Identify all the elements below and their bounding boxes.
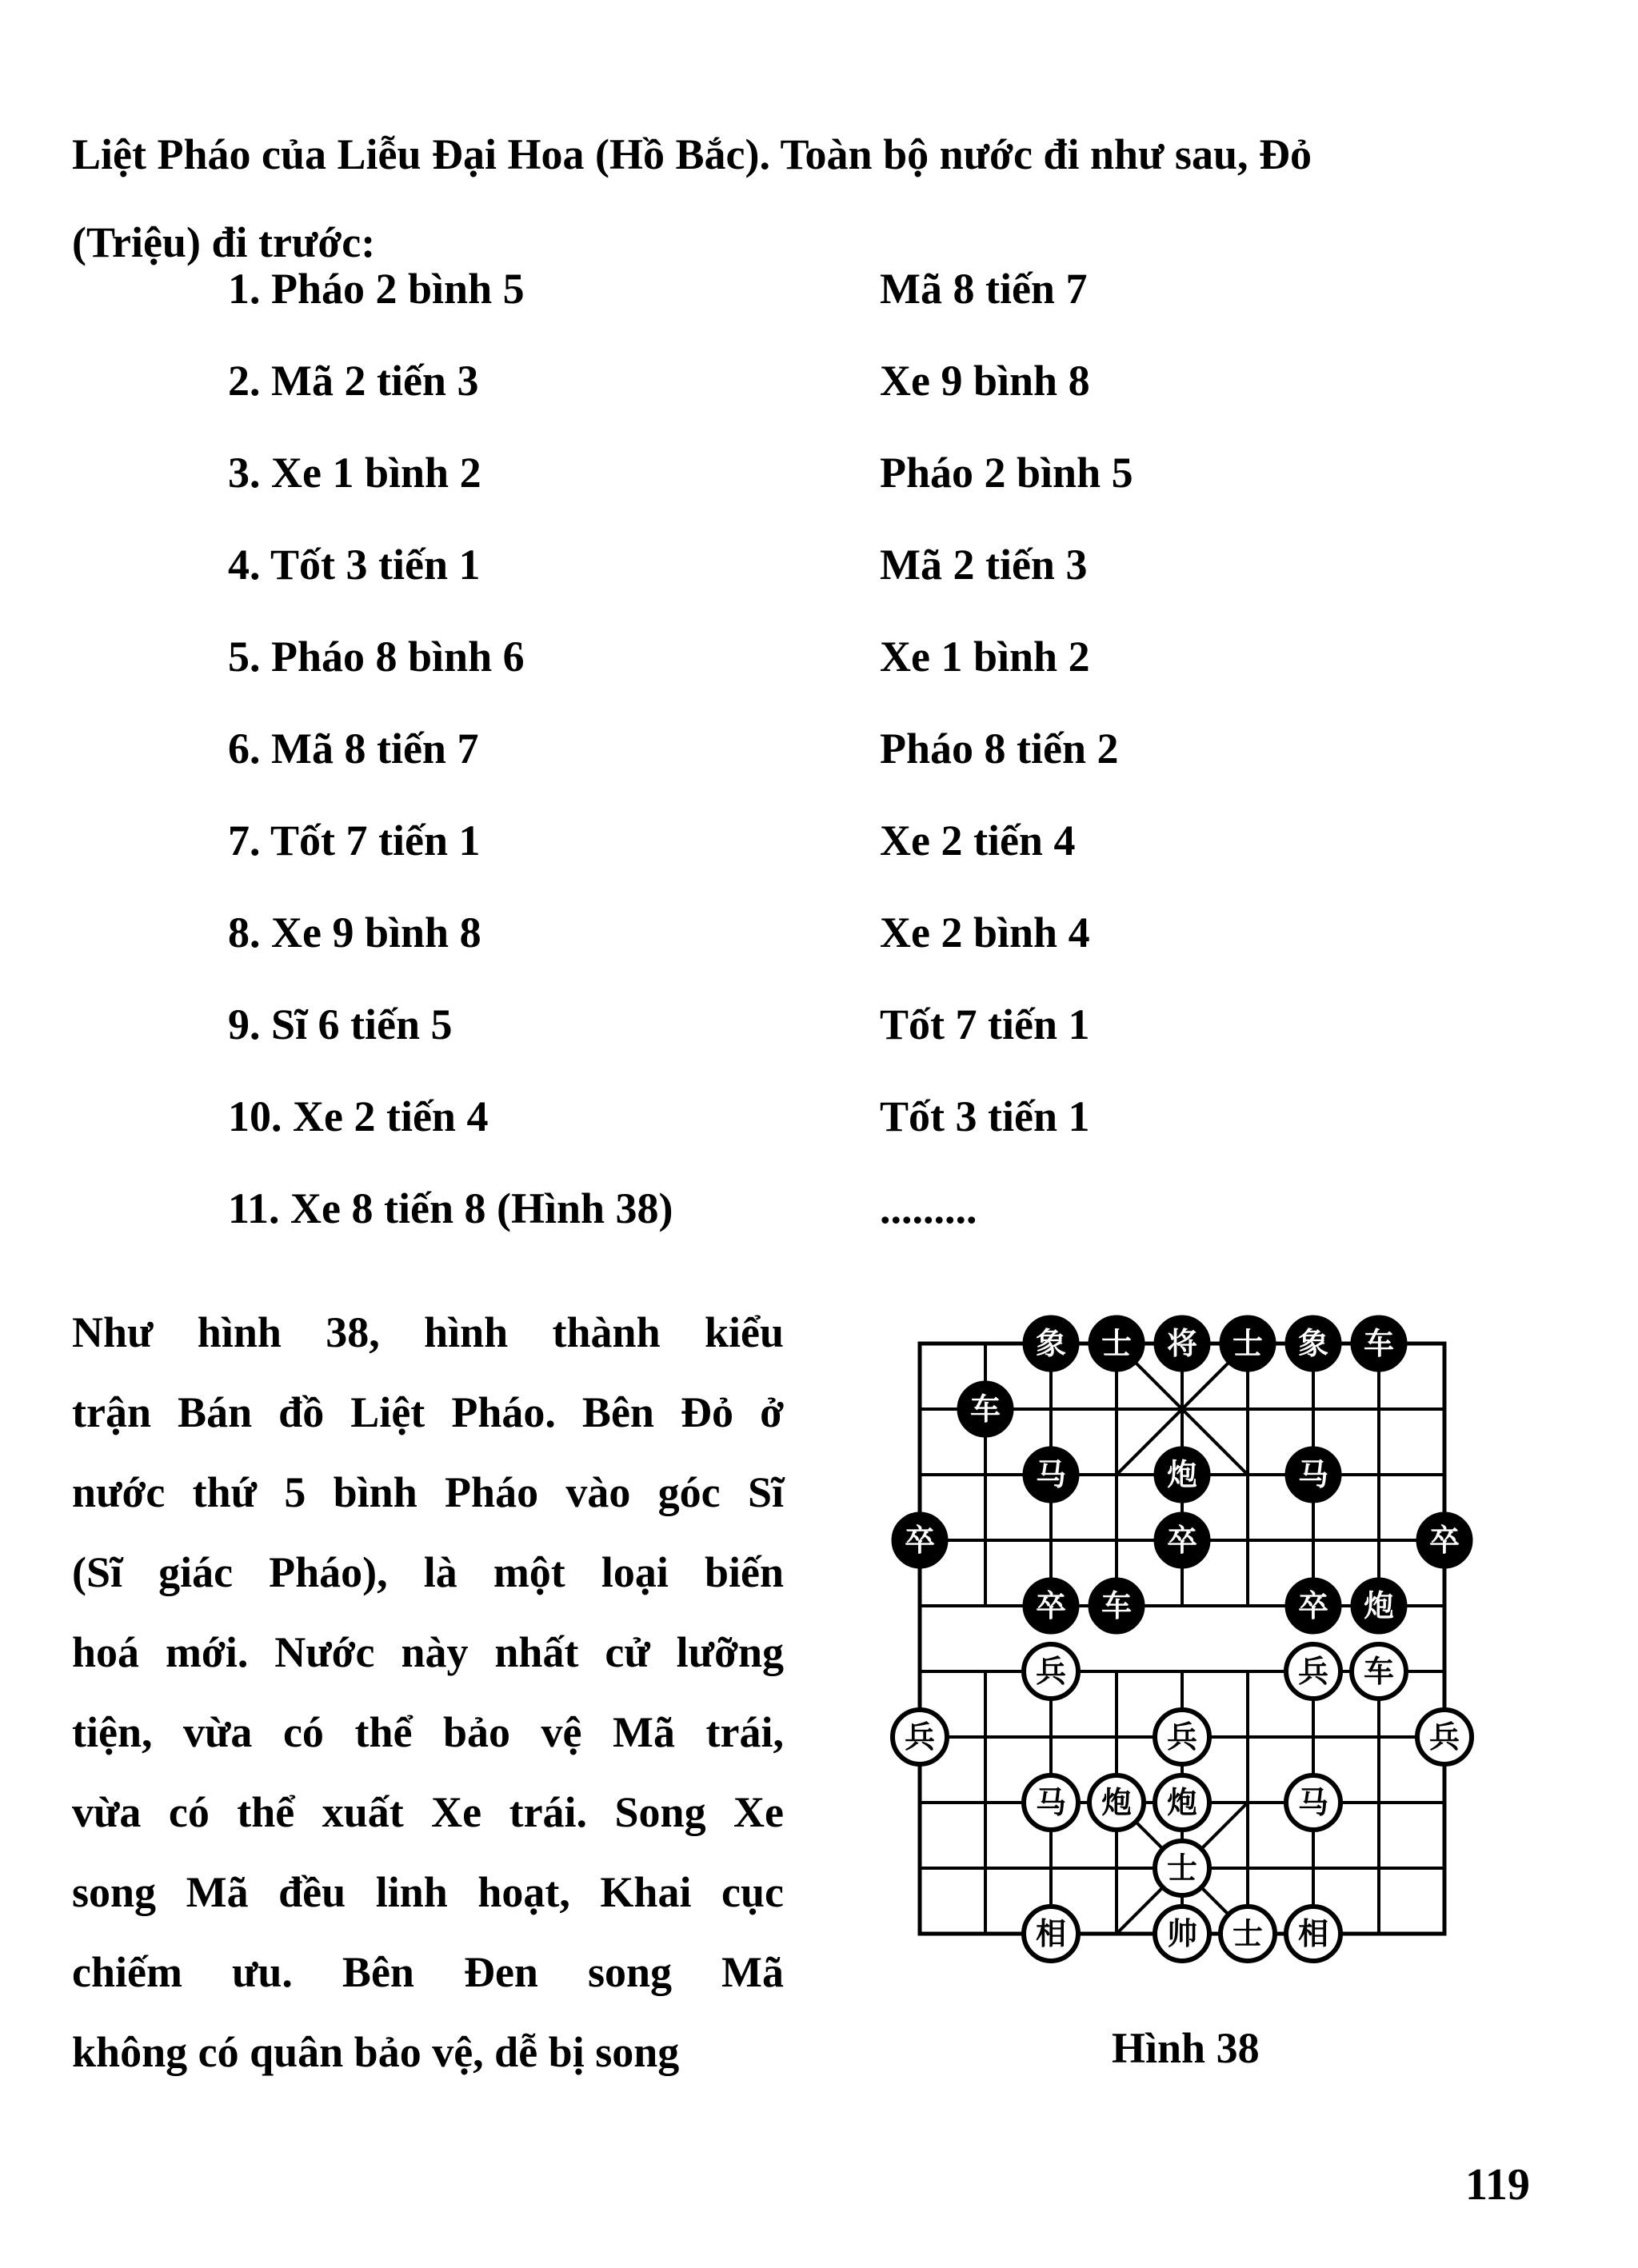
piece-glyph: 兵 — [1166, 1719, 1198, 1755]
black-move: Pháo 2 bình 5 — [880, 449, 1133, 497]
xiangqi-board — [880, 1280, 1520, 1999]
black-piece — [1155, 1447, 1209, 1502]
red-piece — [1221, 1907, 1275, 1961]
red-move: 6. Mã 8 tiến 7 — [228, 725, 479, 773]
red-piece — [1352, 1644, 1406, 1699]
piece-glyph: 车 — [969, 1392, 1001, 1427]
red-piece — [1286, 1775, 1340, 1830]
piece-glyph: 士 — [1232, 1326, 1264, 1361]
piece-glyph: 士 — [1166, 1851, 1198, 1886]
red-piece — [1089, 1775, 1144, 1830]
paragraph-line: Như hình 38, hình thành kiểu — [72, 1308, 784, 1356]
black-piece — [1352, 1579, 1406, 1633]
black-piece — [1089, 1316, 1144, 1371]
red-piece — [1024, 1775, 1078, 1830]
paragraph-line: song Mã đều linh hoạt, Khai cục — [72, 1868, 784, 1916]
piece-glyph: 卒 — [1428, 1523, 1460, 1558]
paragraph-line: nước thứ 5 bình Pháo vào góc Sĩ — [72, 1468, 784, 1516]
piece-glyph: 马 — [1035, 1457, 1067, 1492]
red-move: 5. Pháo 8 bình 6 — [228, 633, 525, 681]
piece-glyph: 卒 — [1166, 1523, 1198, 1558]
black-piece — [1024, 1316, 1078, 1371]
piece-glyph: 卒 — [1297, 1588, 1329, 1623]
piece-glyph: 将 — [1166, 1326, 1198, 1361]
black-move: Mã 2 tiến 3 — [880, 541, 1088, 589]
black-piece — [1417, 1513, 1472, 1567]
piece-glyph: 兵 — [1035, 1654, 1067, 1689]
piece-glyph: 马 — [1297, 1457, 1329, 1492]
intro-line-2: (Triệu) đi trước: — [72, 218, 376, 266]
black-move: ......... — [880, 1184, 977, 1232]
red-move: 7. Tốt 7 tiến 1 — [228, 817, 481, 864]
red-piece — [1155, 1841, 1209, 1895]
black-piece — [958, 1382, 1013, 1436]
intro-line-1: Liệt Pháo của Liễu Đại Hoa (Hồ Bắc). Toàn bộ nước đi như sau, Đỏ — [72, 130, 1312, 178]
paragraph-line: (Sĩ giác Pháo), là một loại biến — [72, 1548, 784, 1596]
piece-glyph: 兵 — [1297, 1654, 1329, 1689]
piece-glyph: 士 — [1232, 1916, 1264, 1951]
red-move: 8. Xe 9 bình 8 — [228, 908, 481, 956]
figure-caption: Hình 38 — [1112, 2024, 1260, 2072]
red-piece — [1417, 1710, 1472, 1764]
red-move: 1. Pháo 2 bình 5 — [228, 265, 525, 313]
paragraph-line: chiếm ưu. Bên Đen song Mã — [72, 1948, 784, 1996]
red-move: 11. Xe 8 tiến 8 (Hình 38) — [228, 1184, 673, 1232]
black-move: Tốt 7 tiến 1 — [880, 1000, 1090, 1048]
black-piece — [1024, 1447, 1078, 1502]
piece-glyph: 兵 — [904, 1719, 936, 1755]
red-piece — [1155, 1775, 1209, 1830]
black-piece — [1155, 1513, 1209, 1567]
black-piece — [1286, 1447, 1340, 1502]
piece-glyph: 卒 — [1035, 1588, 1067, 1623]
piece-glyph: 象 — [1035, 1326, 1067, 1361]
black-move: Mã 8 tiến 7 — [880, 265, 1088, 313]
commentary-paragraph — [72, 1292, 784, 2092]
piece-glyph: 士 — [1101, 1326, 1133, 1361]
piece-glyph: 相 — [1297, 1916, 1329, 1951]
paragraph-line: hoá mới. Nước này nhất cử lưỡng — [72, 1628, 784, 1676]
paragraph-line: tiện, vừa có thể bảo vệ Mã trái, — [72, 1708, 784, 1756]
piece-glyph: 卒 — [904, 1523, 936, 1558]
piece-glyph: 车 — [1363, 1654, 1395, 1689]
black-piece — [1352, 1316, 1406, 1371]
red-piece — [893, 1710, 947, 1764]
black-move: Xe 2 tiến 4 — [880, 817, 1076, 864]
intro-text — [72, 110, 1552, 286]
black-piece — [1221, 1316, 1275, 1371]
piece-glyph: 相 — [1035, 1916, 1067, 1951]
paragraph-line: không có quân bảo vệ, dễ bị song — [72, 2028, 680, 2076]
piece-glyph: 车 — [1363, 1326, 1395, 1361]
xiangqi-board-figure — [880, 1280, 1520, 1999]
black-move: Pháo 8 tiến 2 — [880, 725, 1119, 773]
piece-glyph: 炮 — [1363, 1588, 1395, 1623]
paragraph-line: trận Bán đồ Liệt Pháo. Bên Đỏ ở — [72, 1388, 784, 1436]
piece-glyph: 炮 — [1166, 1457, 1198, 1492]
piece-glyph: 炮 — [1166, 1785, 1198, 1820]
red-move: 4. Tốt 3 tiến 1 — [228, 541, 481, 589]
black-piece — [1286, 1579, 1340, 1633]
black-piece — [1024, 1579, 1078, 1633]
black-move: Tốt 3 tiến 1 — [880, 1092, 1090, 1140]
red-move: 9. Sĩ 6 tiến 5 — [228, 1000, 453, 1048]
red-piece — [1286, 1644, 1340, 1699]
black-piece — [1155, 1316, 1209, 1371]
red-piece — [1024, 1644, 1078, 1699]
piece-glyph: 象 — [1297, 1326, 1329, 1361]
black-piece — [1286, 1316, 1340, 1371]
piece-glyph: 兵 — [1428, 1719, 1460, 1755]
red-piece — [1286, 1907, 1340, 1961]
red-move: 3. Xe 1 bình 2 — [228, 449, 481, 497]
red-move: 2. Mã 2 tiến 3 — [228, 357, 479, 405]
black-move: Xe 1 bình 2 — [880, 633, 1090, 681]
black-move: Xe 2 bình 4 — [880, 908, 1090, 956]
piece-glyph: 马 — [1035, 1785, 1067, 1820]
paragraph-line: vừa có thể xuất Xe trái. Song Xe — [72, 1788, 784, 1836]
black-piece — [893, 1513, 947, 1567]
red-piece — [1155, 1907, 1209, 1961]
piece-glyph: 马 — [1297, 1785, 1329, 1820]
red-move: 10. Xe 2 tiến 4 — [228, 1092, 489, 1140]
piece-glyph: 车 — [1101, 1588, 1133, 1623]
page-number: 119 — [1465, 2160, 1530, 2210]
black-move: Xe 9 bình 8 — [880, 357, 1090, 405]
red-piece — [1155, 1710, 1209, 1764]
red-piece — [1024, 1907, 1078, 1961]
piece-glyph: 帅 — [1166, 1916, 1198, 1951]
black-piece — [1089, 1579, 1144, 1633]
piece-glyph: 炮 — [1101, 1785, 1133, 1820]
